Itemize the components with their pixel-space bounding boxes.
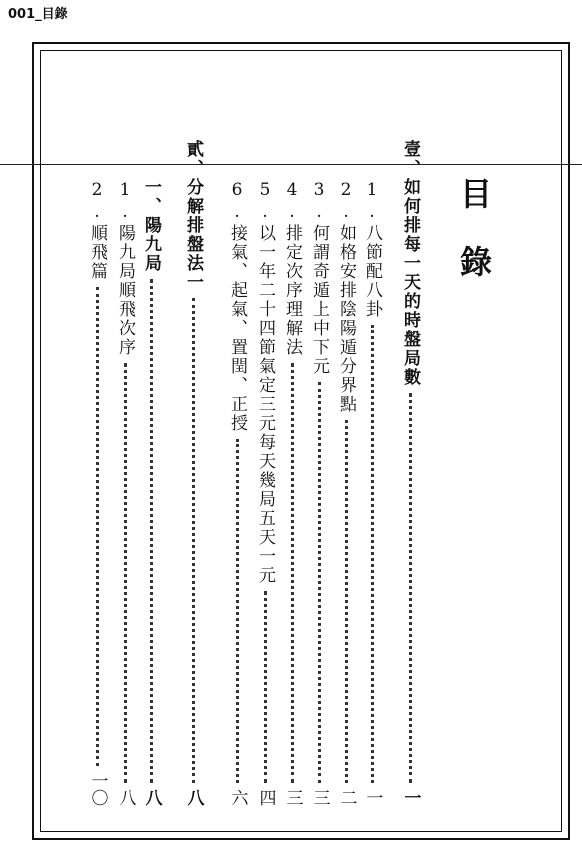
toc-entry-section-1: [397, 140, 423, 826]
toc-entry-section-2: [180, 140, 206, 826]
toc-entry-2-1-1: [112, 180, 138, 826]
toc-page-number: 四: [255, 789, 276, 806]
toc-entry-1-4: [279, 180, 305, 826]
toc-entry-text: 1.八節配八卦: [362, 180, 383, 319]
toc-entry-text: 5.以一年二十四節氣定三元每天幾局五天一元: [255, 180, 276, 585]
dot-leader: [371, 325, 374, 783]
toc-entry-text: 3.何謂奇遁上中下元: [309, 180, 330, 376]
toc-entry-1-2: [333, 180, 359, 826]
page-title: [456, 175, 496, 281]
dot-leader: [345, 420, 348, 783]
dot-leader: [96, 287, 99, 766]
title-char-2: 錄: [459, 243, 492, 281]
toc-page-number: 八: [141, 789, 162, 806]
scan-rule-line: [0, 164, 582, 165]
toc-page-number: 八: [183, 789, 204, 806]
toc-entry-1-1: [359, 180, 385, 826]
toc-page-number: 三: [282, 789, 303, 806]
toc-entry-2-1: [138, 178, 164, 826]
title-char-1: 目: [459, 175, 492, 213]
toc-page-number: 八: [115, 789, 136, 806]
dot-leader: [264, 591, 267, 783]
dot-leader: [409, 393, 412, 783]
dot-leader: [236, 439, 239, 783]
toc-entry-text: 2.順飛篇: [87, 180, 108, 281]
dot-leader: [124, 363, 127, 783]
toc-entry-1-3: [306, 180, 332, 826]
toc-entry-1-6: [224, 180, 250, 826]
toc-page-number: 一: [362, 789, 383, 806]
toc-entry-text: 6.接氣、起氣、置閏、正授: [227, 180, 248, 433]
toc-entry-text: 貳、分解排盤法一: [183, 140, 204, 292]
toc-entry-2-1-2: [84, 180, 110, 826]
toc-page-number: 六: [227, 789, 248, 806]
toc-entry-1-5: [252, 180, 278, 826]
toc-entry-text: 2.如格安排陰陽遁分界點: [336, 180, 357, 414]
page-label: 001_目錄: [8, 7, 68, 22]
dot-leader: [150, 279, 153, 783]
toc-entry-text: 1.陽九局順飛次序: [115, 180, 136, 357]
toc-page-number: 一: [400, 789, 421, 806]
dot-leader: [192, 298, 195, 783]
dot-leader: [291, 363, 294, 783]
toc-entry-text: 一、陽九局: [141, 178, 162, 273]
toc-entry-text: 4.排定次序理解法: [282, 180, 303, 357]
dot-leader: [318, 382, 321, 783]
toc-page-number: 二: [336, 789, 357, 806]
toc-entry-text: 壹、如何排每一天的時盤局數: [400, 140, 421, 387]
toc-page-number: 三: [309, 789, 330, 806]
toc-page-number: 一〇: [87, 772, 108, 806]
